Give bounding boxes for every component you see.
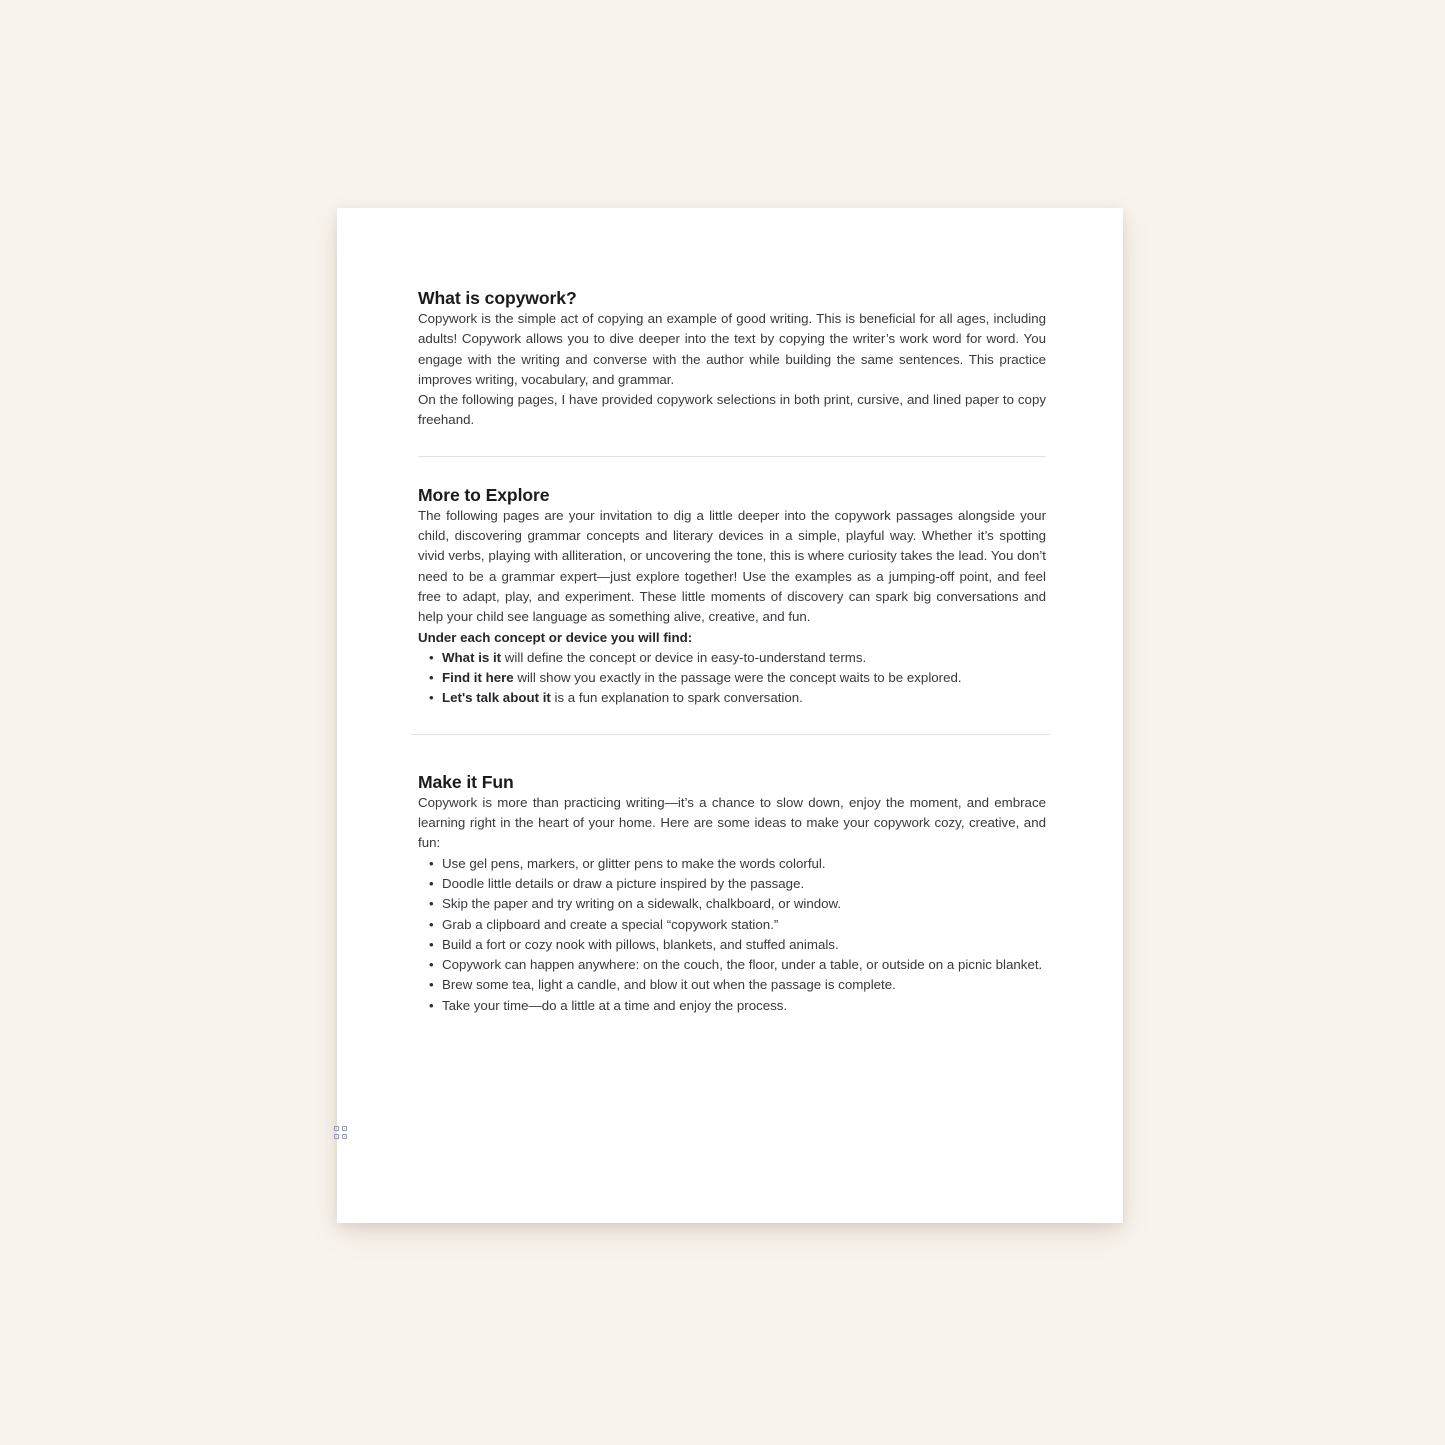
bullet-text: will show you exactly in the passage were the concept waits to be explored. [513,670,962,686]
list-item: • Grab a clipboard and create a special “copywork station.” [418,915,1046,935]
fun-ideas-bullet-list [418,854,1046,1016]
paragraph: Copywork is the simple act of copying an example of good writing. This is beneficial for all ages, including adults! Copywork allows you to dive deeper into the text by copying the writer’s work word for word. You engage with the writing and converse with the author while building the same sentences. This practice improves writing, vocabulary, and grammar. [418,311,1046,387]
section-what-is-copywork [418,288,1046,431]
list-item: • Build a fort or cozy nook with pillows, blankets, and stuffed animals. [418,935,1046,955]
drag-handle-dot [342,1134,347,1139]
list-item: • Copywork can happen anywhere: on the couch, the floor, under a table, or outside on a picnic blanket. [418,955,1046,975]
paragraph: The following pages are your invitation to dig a little deeper into the copywork passages alongside your child, discovering grammar concepts and literary devices in a simple, playful way. Whether it’s spotting vivid verbs, playing with alliteration, or uncovering the tone, this is where curiosity takes the lead. You don’t need to be a grammar expert—just explore together! Use the examples as a jumping-off point, and feel free to adapt, play, and experiment. These little moments of discovery can spark big conversations and help your child see language as something alive, creative, and fun. [418,507,1046,625]
bullet-lead: Find it here [442,670,514,686]
list-item [418,688,1046,708]
section-more-to-explore [418,485,1046,709]
section-heading-what-is-copywork: What is copywork? [418,288,577,308]
bullet-text: is a fun explanation to spark conversation. [550,690,803,706]
list-item [418,668,1046,688]
drag-handle-dot [334,1126,339,1131]
document-page [337,208,1123,1223]
section-heading-more-to-explore: More to Explore [418,484,550,505]
section-heading-make-it-fun: Make it Fun [418,771,514,792]
list-intro: Under each concept or device you will find: [418,629,693,645]
section-divider [411,734,1050,735]
paragraph: On the following pages, I have provided copywork selections in both print, cursive, and lined paper to copy freehand. [418,392,1046,428]
list-item [418,648,1046,668]
drag-handle-dot [334,1134,339,1139]
bullet-lead: Let's talk about it [442,690,551,706]
list-item: • Brew some tea, light a candle, and blow it out when the passage is complete. [418,975,1046,995]
paragraph: Copywork is more than practicing writing—it’s a chance to slow down, enjoy the moment, and embrace learning right in the heart of your home. Here are some ideas to make your copywork cozy, creative, and fun: [418,794,1046,851]
section-make-it-fun [418,772,1046,1016]
drag-handle-dot [342,1126,347,1131]
section-divider [418,456,1046,457]
list-item: • Doodle little details or draw a picture inspired by the passage. [418,874,1046,894]
list-item: • Take your time—do a little at a time and enjoy the process. [418,996,1046,1016]
list-item: • Use gel pens, markers, or glitter pens to make the words colorful. [418,854,1046,874]
drag-handle-icon[interactable] [334,1126,350,1142]
bullet-text: will define the concept or device in easy-to-understand terms. [501,649,867,665]
list-item: • Skip the paper and try writing on a sidewalk, chalkboard, or window. [418,894,1046,914]
bullet-lead: What is it [442,649,502,665]
concept-bullet-list [418,648,1046,709]
